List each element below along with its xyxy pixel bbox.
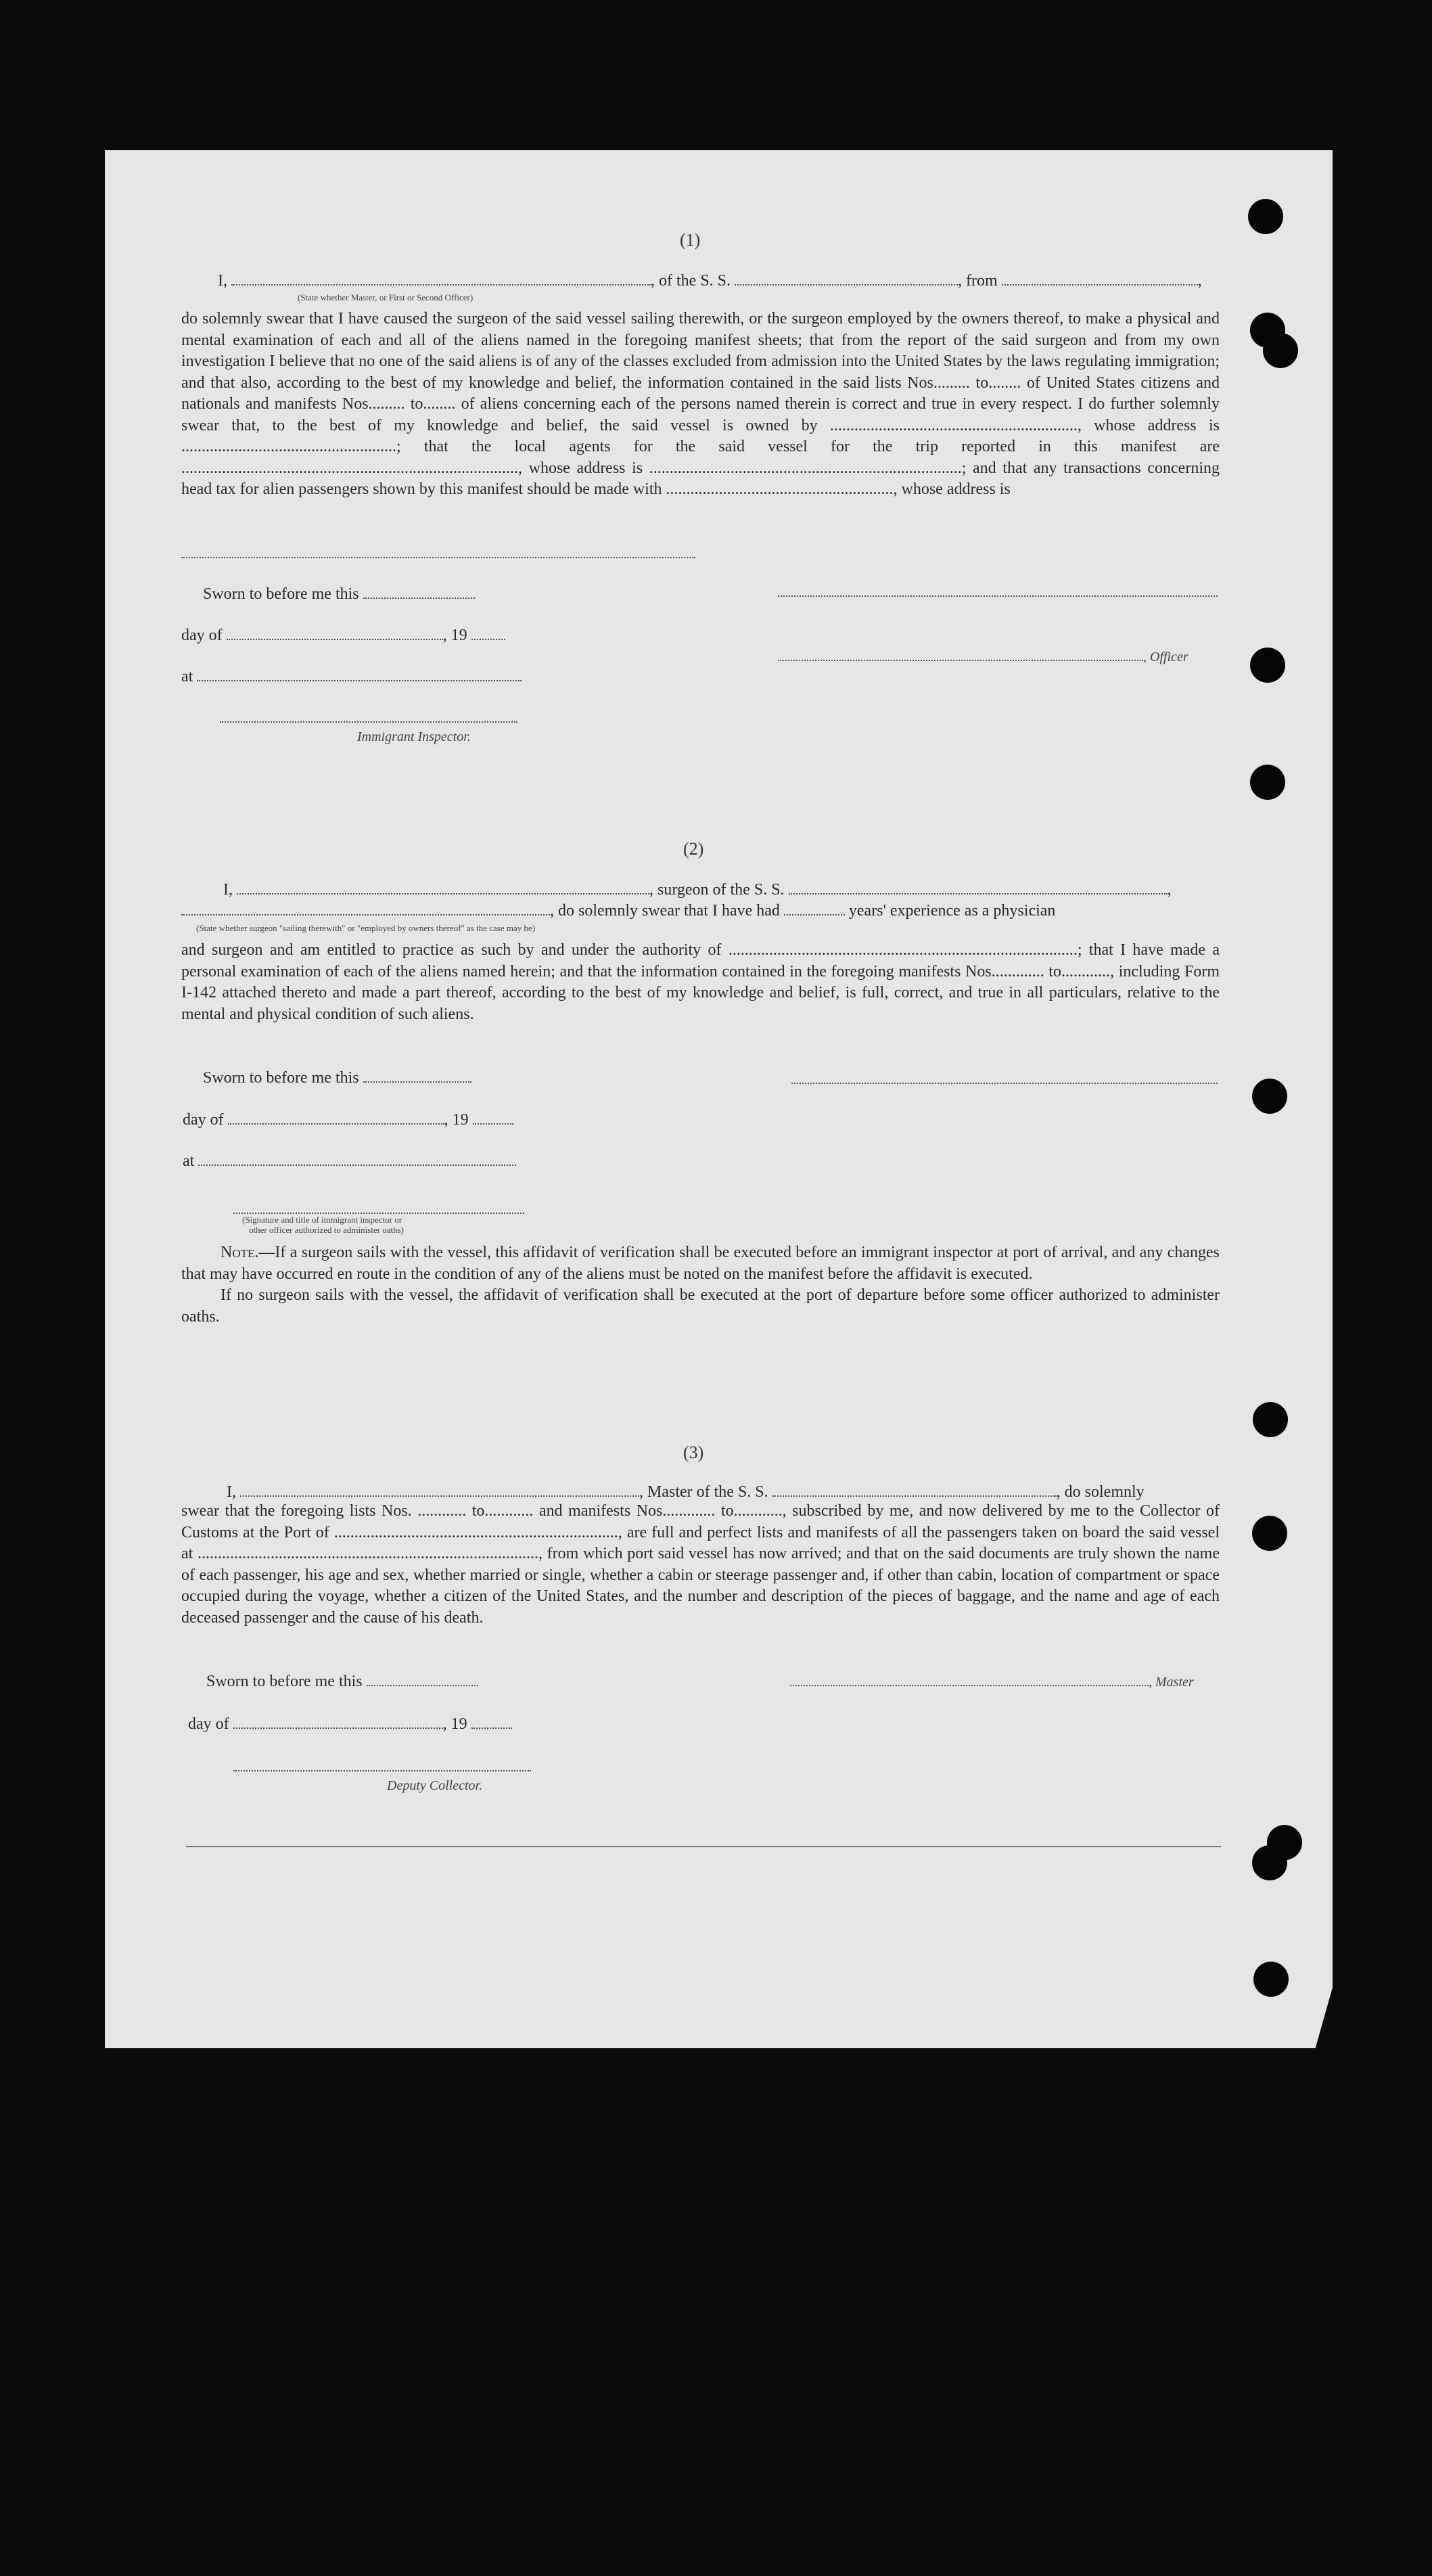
- master-label: , Master: [1149, 1675, 1194, 1690]
- surgeon-name-blank: [237, 892, 649, 895]
- day-of-line-2: [183, 1111, 513, 1129]
- day-of-label: day of: [181, 627, 223, 644]
- sworn-line-2: [203, 1069, 471, 1087]
- signature-caption-2: other officer authorized to administer oaths): [249, 1225, 404, 1235]
- section-2-intro-line: I, , surgeon of the S. S. ,: [223, 881, 1172, 899]
- section-2-oath-text: and surgeon and am entitled to practice as such by and under the authority of ......................................................................................; that I have made a personal examination of each of the aliens named herein; and that the information contained in the foregoing manifests Nos............. to............, including Form I-142 attached thereto and made a part thereof, according to the best of my knowledge and belief, is full, correct, and true in all particulars, relative to the mental and physical condition of such aliens.: [181, 941, 1220, 1023]
- binder-hole: [1253, 1962, 1289, 1997]
- binder-hole: [1252, 1845, 1287, 1880]
- master-name-blank: [240, 1495, 639, 1497]
- surgeon-caption: (State whether surgeon "sailing therewith" or "employed by owners thereof" as the case may be): [196, 923, 536, 933]
- name-blank: [231, 284, 651, 286]
- collector-signature-line: [233, 1758, 531, 1776]
- section-3-body: [181, 1501, 1220, 1629]
- intro-i: I,: [218, 272, 227, 290]
- officer-line: [778, 648, 1188, 666]
- binder-hole: [1248, 199, 1283, 234]
- bottom-rule: [186, 1846, 1221, 1847]
- day-of-line-1: [181, 627, 505, 645]
- sworn-line-1: [203, 585, 475, 604]
- section-1-oath-text: do solemnly swear that I have caused the surgeon of the said vessel sailing therewith, or the surgeon employed by the owners thereof, to make a physical and mental examination of each and all of the aliens named in the foregoing manifest sheets; that from the report of the said surgeon and from my own investigation I believe that no one of the said aliens is of any of the classes excluded from admission into the United States by the laws regulating immigration; and that also, according to the best of my knowledge and belief, the information contained in the said lists Nos......... to........ of United States citizens and nationals and manifests Nos......... to........ of aliens concerning each of the persons named therein is correct and true in every respect. I do further solemnly swear that, to the best of my knowledge and belief, the said vessel is owned by ............................................................., whose address is .....................................................; that the local agents for the said vessel for the trip reported in this manifest are ..................................................................................., whose address is .............................................................................; and that any transactions concerning head tax for alien passengers shown by this manifest should be made with ........................................................, whose address is: [181, 310, 1220, 498]
- vessel-blank: [772, 1495, 1057, 1497]
- swear-label: , do solemnly swear that I have had: [550, 902, 780, 920]
- note-label: Note.: [221, 1244, 259, 1261]
- at-line-1: [181, 668, 522, 686]
- officer-label: , Officer: [1143, 650, 1188, 664]
- day-blank: [228, 1123, 444, 1125]
- master-signature-line: [790, 1673, 1194, 1691]
- day-of-label: day of: [183, 1111, 224, 1129]
- binder-hole: [1250, 765, 1285, 800]
- officer-signature-line: [778, 583, 1218, 602]
- section-2-swear-line: [181, 902, 1055, 920]
- signature-caption-1: (Signature and title of immigrant inspector or: [242, 1215, 402, 1225]
- master-of-label: , Master of the S. S.: [639, 1483, 768, 1501]
- years-blank: [784, 913, 845, 916]
- collector-label: Deputy Collector.: [387, 1778, 483, 1793]
- surgeon-signature-blank: [791, 1082, 1218, 1084]
- sworn-line-3: [206, 1673, 478, 1691]
- years-label: years' experience as a physician: [848, 902, 1056, 920]
- section-2-number: (2): [683, 839, 704, 859]
- inspector-signature-blank: [220, 721, 517, 723]
- sworn-date-blank: [363, 1081, 471, 1083]
- year-blank: [471, 638, 505, 640]
- note-text: —If a surgeon sails with the vessel, this affidavit of verification shall be executed before an immigrant inspector at port of arrival, and any changes that may have occurred en route in the condition of any of the aliens must be noted on the manifest before the affidavit is executed.: [181, 1244, 1220, 1283]
- officer-signature-blank-top: [778, 595, 1218, 597]
- section-1-intro-line: I, , of the S. S. , from ,: [218, 272, 1202, 290]
- sworn-label: Sworn to before me this: [203, 585, 359, 603]
- binder-hole: [1250, 648, 1285, 683]
- section-1-number: (1): [680, 230, 701, 250]
- binder-hole: [1253, 1402, 1288, 1437]
- intro-i: I,: [223, 881, 233, 899]
- section-1-end-blank: [181, 545, 695, 563]
- year-label: , 19: [444, 1111, 469, 1129]
- collector-signature-blank: [233, 1769, 531, 1771]
- master-signature-blank: [790, 1684, 1149, 1686]
- binder-hole: [1263, 333, 1298, 368]
- scan-background: [0, 2043, 1432, 2576]
- from-blank: [1002, 284, 1198, 286]
- from-label: , from: [958, 272, 998, 290]
- day-blank: [233, 1727, 443, 1729]
- vessel-blank: [735, 284, 958, 286]
- surgeon-signature-line: [791, 1070, 1218, 1089]
- section-3-number: (3): [683, 1443, 704, 1462]
- at-line-2: [183, 1152, 516, 1171]
- surgeon-of-label: , surgeon of the S. S.: [649, 881, 785, 899]
- section-2-body: [181, 940, 1220, 1025]
- day-of-line-3: [188, 1715, 512, 1734]
- section-3-oath-text: swear that the foregoing lists Nos. ............ to............ and manifests Nos............. to............, subscribed by me, and now delivered by me to the Collector of Customs at the Port of ......................................................................, are full and perfect lists and manifests of all the passengers taken on board the said vessel at ...................................................................................., from which port said vessel has now arrived; and that on the said documents are truly shown the name of each passenger, his age and sex, whether married or single, whether a cabin or steerage passenger and, if other than cabin, location of compartment or space occupied during the voyage, whether a citizen of the United States, and the number and description of the pieces of baggage, and the name and age of each deceased passenger and the cause of his death.: [181, 1502, 1220, 1627]
- day-blank: [227, 638, 443, 640]
- year-label: , 19: [442, 627, 467, 644]
- intro-i: I,: [227, 1483, 236, 1501]
- officer-caption: (State whether Master, or First or Second Officer): [298, 292, 474, 302]
- sworn-label: Sworn to before me this: [206, 1673, 363, 1690]
- sworn-label: Sworn to before me this: [203, 1069, 359, 1087]
- day-of-label: day of: [188, 1715, 229, 1733]
- note-paragraph: [181, 1242, 1220, 1285]
- do-solemnly-label: , do solemnly: [1056, 1483, 1145, 1501]
- inspector-line: [220, 709, 517, 727]
- binder-hole: [1252, 1079, 1287, 1114]
- sworn-date-blank: [367, 1684, 478, 1686]
- surgeon-status-blank: [181, 913, 550, 916]
- address-blank: [181, 556, 695, 558]
- sworn-date-blank: [363, 597, 475, 599]
- inspector-signature-blank: [233, 1212, 524, 1214]
- note-paragraph-2: If no surgeon sails with the vessel, the affidavit of verification shall be executed at the port of departure before some officer authorized to administer oaths.: [181, 1286, 1220, 1326]
- year-label: , 19: [442, 1715, 467, 1733]
- section-1-body: [181, 309, 1220, 501]
- year-blank: [471, 1727, 512, 1729]
- of-ss-label: , of the S. S.: [651, 272, 731, 290]
- officer-signature-blank: [778, 659, 1143, 661]
- note-block: [181, 1242, 1220, 1328]
- at-label: at: [181, 668, 193, 685]
- inspector-label: Immigrant Inspector.: [357, 729, 471, 744]
- year-blank: [473, 1123, 513, 1125]
- at-label: at: [183, 1152, 195, 1170]
- at-blank: [197, 679, 522, 681]
- binder-hole: [1252, 1516, 1287, 1551]
- vessel-blank: [789, 892, 1168, 895]
- section-3-intro-line: [227, 1483, 1145, 1501]
- at-blank: [198, 1164, 516, 1166]
